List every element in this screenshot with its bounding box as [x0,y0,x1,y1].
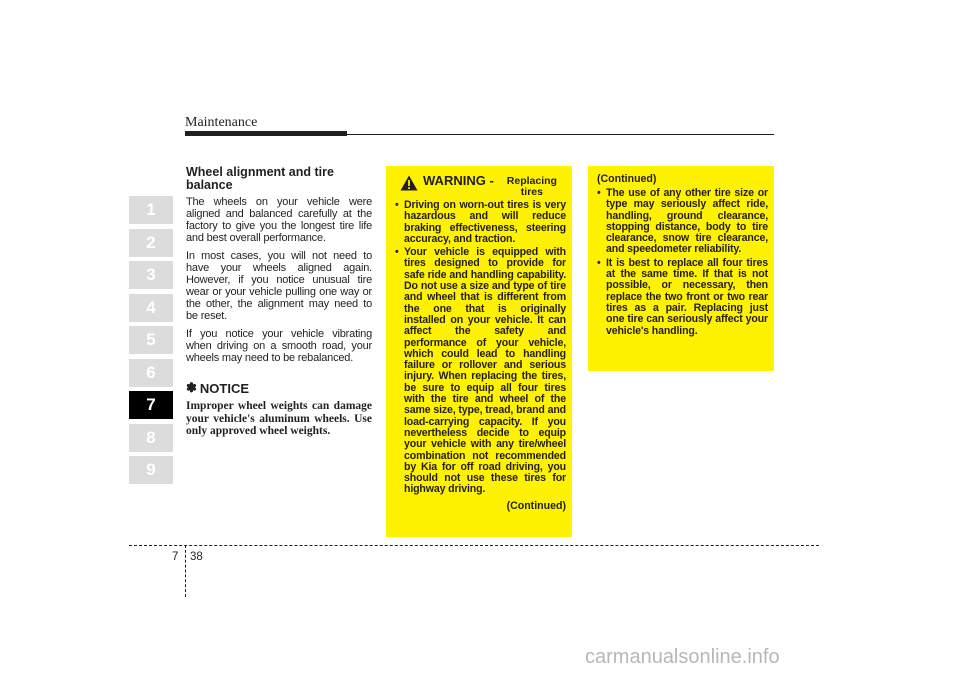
paragraph-1: The wheels on your vehicle were aligned and balanced carefully at the factory to give you the longest tire life and best overall performance. [186,196,372,244]
chapter-tabs [129,196,173,489]
warning-bullet: • Your vehicle is equipped with tires designed to provide for safe ride and handling capability. Do not use a size and type of tire and wheel that is different from the one that is originally installed on your vehicle. It can affect the safety and performance of your vehicle, which could lead to handling failure or rollover and serious injury. When replacing the tires, be sure to equip all four tires with the tire and wheel of the same size, type, tread, brand and load-carrying capacity. If you nevertheless decide to equip your vehicle with any tire/wheel combination not recommended by Kia for off road driving, you should not use these tires for highway driving. [395,246,566,496]
chapter-tab-7[interactable]: 7 [129,391,173,419]
chapter-tab-5[interactable]: 5 [129,326,173,354]
footer-page-number: 38 [190,551,203,563]
footer-divider [185,545,186,597]
chapter-tab-6[interactable]: 6 [129,359,173,387]
main-text-column [186,166,372,438]
warning-box-1 [386,166,572,537]
continued-label: (Continued) [597,173,657,185]
header-section-title: Maintenance [185,115,258,130]
notice-title: NOTICE [199,380,250,396]
chapter-tab-4[interactable]: 4 [129,294,173,322]
chapter-tab-1[interactable]: 1 [129,196,173,224]
warning-subtitle: Replacing tires [506,175,557,198]
warning-heading [395,174,566,198]
warning-bullet: • The use of any other tire size or type may seriously affect ride, handling, ground clearance, stopping distance, body to tire clearance, snow tire clearance, and speedometer reliability. [597,187,768,256]
footer-chapter-number: 7 [172,551,179,563]
watermark-text: carmanualsonline.info [585,646,780,668]
warning-triangle-icon [400,175,418,191]
paragraph-2: In most cases, you will not need to have your wheels aligned again. However, if you notice unusual tire wear or your vehicle pulling one way or the other, the alignment may need to be reset. [186,250,372,322]
warning-title: WARNING - [423,173,494,188]
warning-bullet: • Driving on worn-out tires is very hazardous and will reduce braking effectiveness, steering accuracy, and traction. [395,199,566,245]
notice-star-icon: ✽ [186,380,197,395]
paragraph-3: If you notice your vehicle vibrating when driving on a smooth road, your wheels may need to be rebalanced. [186,328,372,364]
chapter-tab-2[interactable]: 2 [129,229,173,257]
warning-bullet: • It is best to replace all four tires at the same time. If that is not possible, or necessary, then replace the two front or two rear tires as a pair. Replacing just one tire can seriously affect your vehicle's handling. [597,256,768,337]
warning-bullet-text: It is best to replace all four tires at the same time. If that is not possible, or necessary, then replace the two front or two rear tires as a pair. Replacing just one tire can seriously affect your vehicle's handling. [606,256,768,337]
chapter-tab-3[interactable]: 3 [129,261,173,289]
warning-bullet-text: The use of any other tire size or type may seriously affect ride, handling, ground clearance, stopping distance, body to tire clearance, snow tire clearance, and speedometer reliability. [606,187,768,256]
section-heading: Wheel alignment and tire balance [186,165,334,192]
chapter-tab-8[interactable]: 8 [129,424,173,452]
header-rule-thin [347,134,774,135]
chapter-tab-9[interactable]: 9 [129,456,173,484]
warning-bullet-text: Your vehicle is equipped with tires designed to provide for safe ride and handling capability. Do not use a size and type of tire and wheel that is different from the one that is originally installed on your vehicle. It can affect the safety and performance of your vehicle, which could lead to handling failure or rollover and serious injury. When replacing the tires, be sure to equip all four tires with the tire and wheel of the same size, type, tread, brand and load-carrying capacity. If you nevertheless decide to equip your vehicle with any tire/wheel combination not recommended by Kia for off road driving, you should not use these tires for highway driving. [404,246,566,496]
notice-text: Improper wheel weights can damage your vehicle's aluminum wheels. Use only approved wheel weights. [186,400,372,437]
warning-bullet-text: Driving on worn-out tires is very hazardous and will reduce braking effectiveness, steering accuracy, and traction. [404,199,566,245]
footer-rule [129,545,819,546]
notice-heading [186,380,372,396]
continued-label: (Continued) [506,499,566,512]
warning-box-2 [588,166,774,371]
header-rule-thick [185,131,347,136]
